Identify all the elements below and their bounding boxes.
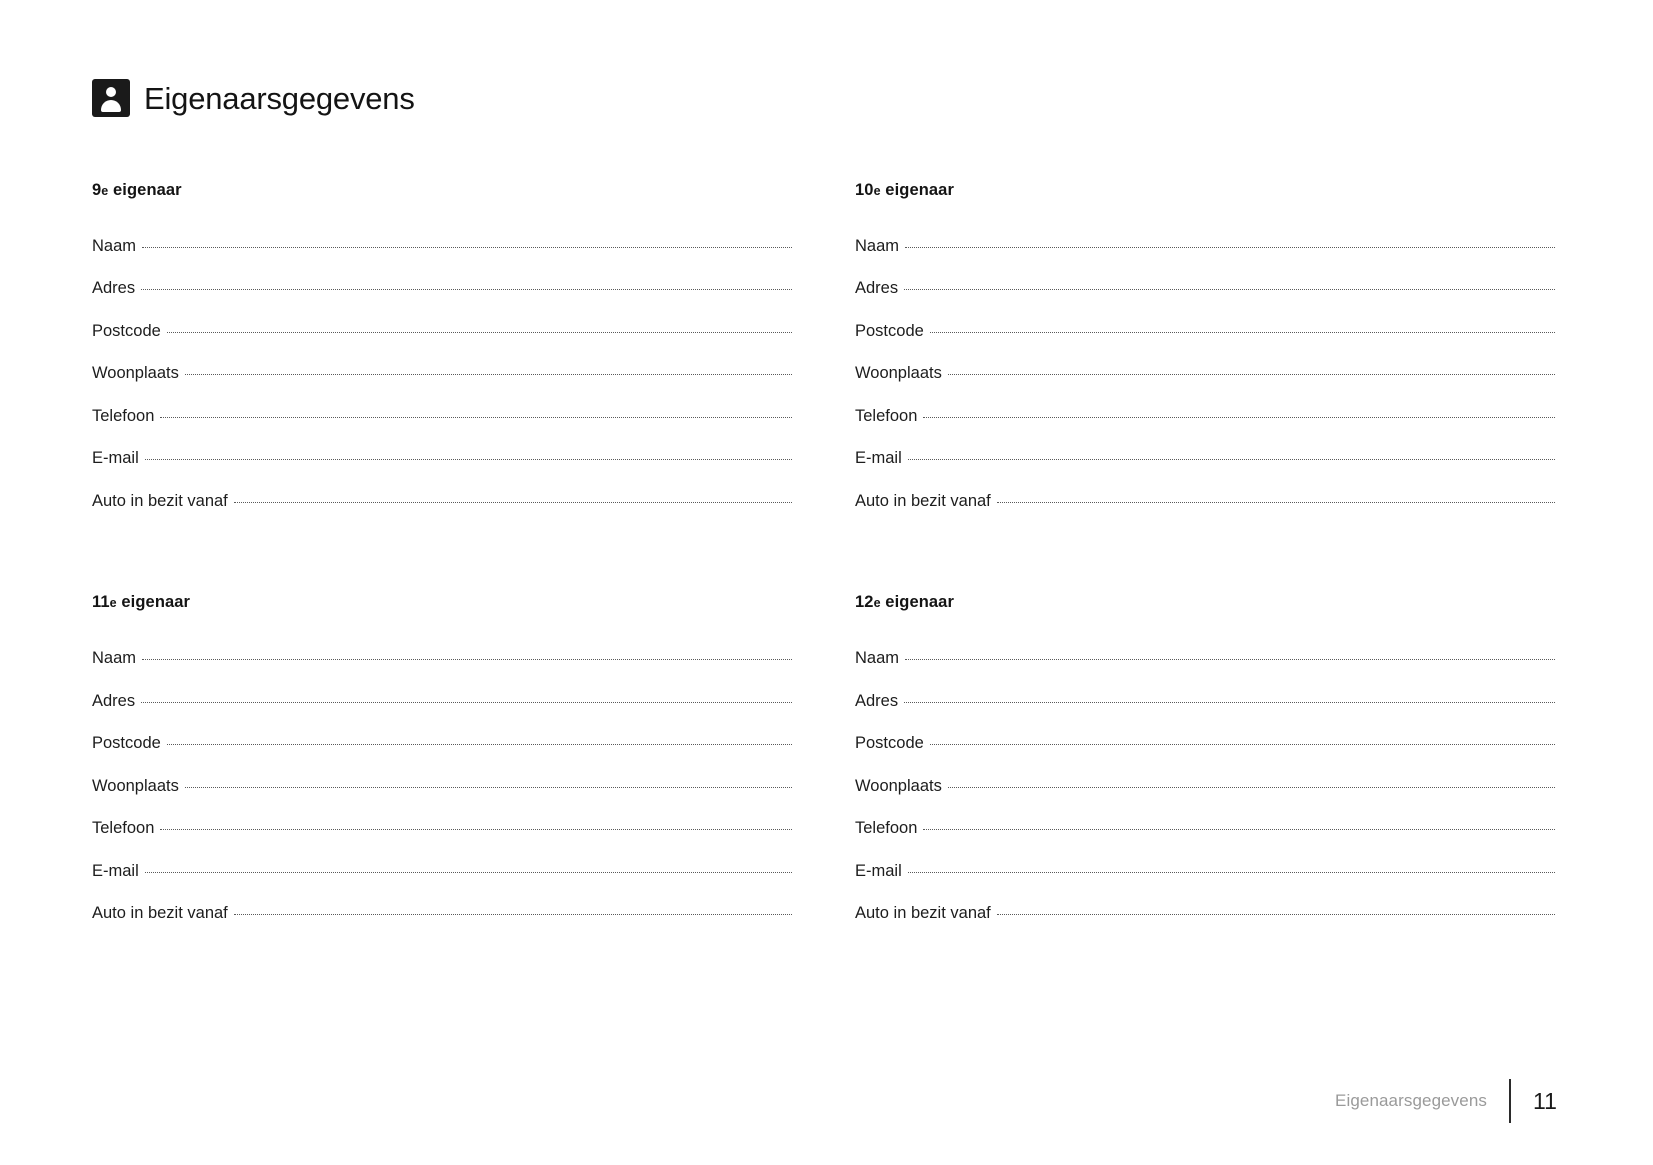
field-label-auto-in-bezit-vanaf: Auto in bezit vanaf bbox=[92, 491, 228, 510]
field-label-auto-in-bezit-vanaf: Auto in bezit vanaf bbox=[855, 904, 991, 923]
field-label-email: E-mail bbox=[855, 449, 902, 468]
field-row[interactable] bbox=[92, 365, 792, 382]
field-input-woonplaats[interactable] bbox=[185, 373, 792, 375]
field-label-postcode: Postcode bbox=[855, 321, 924, 340]
field-row[interactable] bbox=[855, 735, 1555, 752]
field-label-email: E-mail bbox=[855, 861, 902, 880]
field-row[interactable] bbox=[855, 778, 1555, 795]
page-title: Eigenaarsgegevens bbox=[144, 80, 415, 116]
owner-ordinal-suffix: e bbox=[109, 596, 117, 611]
field-row[interactable] bbox=[92, 450, 792, 467]
owner-block-10 bbox=[855, 181, 1555, 546]
field-input-adres[interactable] bbox=[141, 288, 792, 290]
field-row[interactable] bbox=[855, 863, 1555, 880]
field-row[interactable] bbox=[855, 450, 1555, 467]
field-input-email[interactable] bbox=[145, 458, 792, 460]
page-footer bbox=[1335, 1079, 1557, 1123]
field-label-adres: Adres bbox=[855, 691, 899, 710]
field-row[interactable] bbox=[92, 280, 792, 297]
field-row[interactable] bbox=[855, 493, 1555, 510]
field-label-adres: Adres bbox=[92, 691, 136, 710]
field-row[interactable] bbox=[855, 280, 1555, 297]
field-row[interactable] bbox=[92, 493, 792, 510]
page-header bbox=[92, 62, 1557, 135]
field-input-postcode[interactable] bbox=[930, 331, 1555, 333]
owner-heading-12 bbox=[855, 593, 1555, 612]
field-label-woonplaats: Woonplaats bbox=[855, 776, 942, 795]
owner-heading-rest: eigenaar bbox=[108, 180, 182, 199]
field-row[interactable] bbox=[855, 905, 1555, 922]
owner-heading-rest: eigenaar bbox=[880, 593, 954, 612]
field-label-naam: Naam bbox=[855, 649, 900, 668]
field-input-auto-in-bezit-vanaf[interactable] bbox=[997, 913, 1555, 915]
field-row[interactable] bbox=[92, 238, 792, 255]
field-row[interactable] bbox=[855, 408, 1555, 425]
owner-blocks-grid bbox=[92, 181, 1557, 958]
field-input-woonplaats[interactable] bbox=[185, 786, 792, 788]
field-row[interactable] bbox=[855, 650, 1555, 667]
field-input-email[interactable] bbox=[145, 871, 792, 873]
owner-heading-9 bbox=[92, 181, 792, 200]
field-label-woonplaats: Woonplaats bbox=[92, 364, 179, 383]
field-input-telefoon[interactable] bbox=[923, 416, 1555, 418]
field-label-telefoon: Telefoon bbox=[92, 406, 155, 425]
field-input-auto-in-bezit-vanaf[interactable] bbox=[234, 913, 792, 915]
field-input-telefoon[interactable] bbox=[923, 828, 1555, 830]
field-label-auto-in-bezit-vanaf: Auto in bezit vanaf bbox=[855, 491, 991, 510]
owner-number: 9 bbox=[92, 180, 102, 199]
owner-ordinal-suffix: e bbox=[101, 183, 109, 198]
field-input-email[interactable] bbox=[908, 458, 1555, 460]
owner-block-9 bbox=[92, 181, 792, 546]
field-input-postcode[interactable] bbox=[167, 743, 792, 745]
field-row[interactable] bbox=[92, 693, 792, 710]
field-row[interactable] bbox=[855, 365, 1555, 382]
field-input-woonplaats[interactable] bbox=[948, 373, 1555, 375]
field-input-naam[interactable] bbox=[905, 246, 1555, 248]
field-row[interactable] bbox=[92, 820, 792, 837]
field-input-auto-in-bezit-vanaf[interactable] bbox=[997, 501, 1555, 503]
field-input-naam[interactable] bbox=[142, 246, 792, 248]
field-row[interactable] bbox=[855, 820, 1555, 837]
field-input-naam[interactable] bbox=[905, 658, 1555, 660]
field-row[interactable] bbox=[92, 905, 792, 922]
owner-heading-10 bbox=[855, 181, 1555, 200]
field-input-adres[interactable] bbox=[904, 288, 1555, 290]
owner-number: 12 bbox=[855, 593, 874, 612]
field-label-email: E-mail bbox=[92, 449, 139, 468]
footer-divider bbox=[1509, 1079, 1511, 1123]
field-label-telefoon: Telefoon bbox=[855, 406, 918, 425]
field-label-telefoon: Telefoon bbox=[855, 819, 918, 838]
field-input-telefoon[interactable] bbox=[160, 416, 792, 418]
field-input-postcode[interactable] bbox=[167, 331, 792, 333]
owner-block-11 bbox=[92, 545, 792, 958]
field-label-woonplaats: Woonplaats bbox=[92, 776, 179, 795]
field-input-postcode[interactable] bbox=[930, 743, 1555, 745]
field-input-email[interactable] bbox=[908, 871, 1555, 873]
owner-ordinal-suffix: e bbox=[873, 596, 881, 611]
field-input-naam[interactable] bbox=[142, 658, 792, 660]
field-label-postcode: Postcode bbox=[855, 734, 924, 753]
field-row[interactable] bbox=[92, 650, 792, 667]
field-input-adres[interactable] bbox=[904, 701, 1555, 703]
field-label-naam: Naam bbox=[92, 649, 137, 668]
field-input-adres[interactable] bbox=[141, 701, 792, 703]
page-number: 11 bbox=[1533, 1087, 1557, 1114]
field-input-woonplaats[interactable] bbox=[948, 786, 1555, 788]
owner-ordinal-suffix: e bbox=[873, 183, 881, 198]
field-input-auto-in-bezit-vanaf[interactable] bbox=[234, 501, 792, 503]
owner-number: 11 bbox=[92, 593, 110, 612]
owner-block-12 bbox=[855, 545, 1555, 958]
person-icon bbox=[92, 79, 130, 117]
owner-heading-rest: eigenaar bbox=[880, 180, 954, 199]
field-label-telefoon: Telefoon bbox=[92, 819, 155, 838]
field-input-telefoon[interactable] bbox=[160, 828, 792, 830]
field-row[interactable] bbox=[92, 408, 792, 425]
field-label-adres: Adres bbox=[92, 279, 136, 298]
field-label-email: E-mail bbox=[92, 861, 139, 880]
field-row[interactable] bbox=[92, 778, 792, 795]
owner-heading-11 bbox=[92, 593, 792, 612]
field-label-naam: Naam bbox=[855, 236, 900, 255]
field-row[interactable] bbox=[855, 693, 1555, 710]
field-label-naam: Naam bbox=[92, 236, 137, 255]
owner-number: 10 bbox=[855, 180, 874, 199]
field-row[interactable] bbox=[92, 735, 792, 752]
field-row[interactable] bbox=[92, 323, 792, 340]
field-label-woonplaats: Woonplaats bbox=[855, 364, 942, 383]
field-label-postcode: Postcode bbox=[92, 734, 161, 753]
field-row[interactable] bbox=[92, 863, 792, 880]
field-row[interactable] bbox=[855, 323, 1555, 340]
owner-heading-rest: eigenaar bbox=[116, 593, 191, 612]
field-label-adres: Adres bbox=[855, 279, 899, 298]
field-label-postcode: Postcode bbox=[92, 321, 161, 340]
footer-section-label: Eigenaarsgegevens bbox=[1335, 1091, 1487, 1110]
field-label-auto-in-bezit-vanaf: Auto in bezit vanaf bbox=[92, 904, 228, 923]
field-row[interactable] bbox=[855, 238, 1555, 255]
